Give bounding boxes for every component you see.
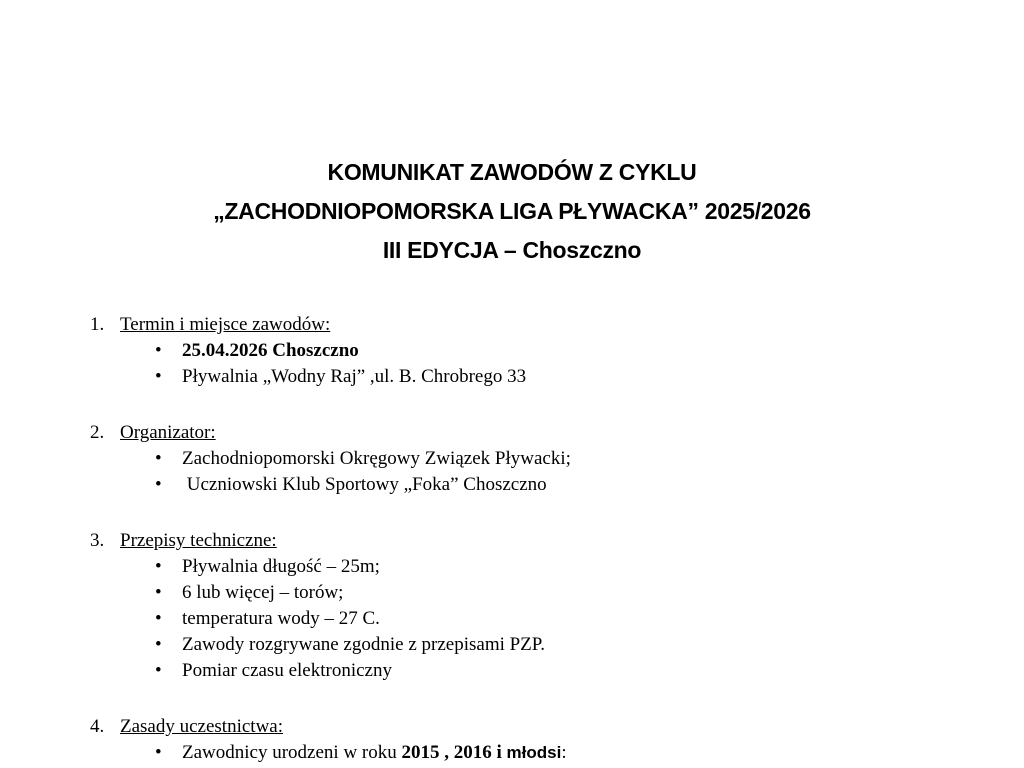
section-heading-row (0, 714, 1024, 740)
section-number: 2. (90, 422, 105, 443)
section-heading-row (0, 420, 1024, 446)
bullet-icon: • (155, 582, 162, 603)
list-item-text-prefix: Zawodnicy urodzeni w roku (182, 742, 402, 763)
bullet-icon: • (155, 556, 162, 577)
list-item-text: Zawody rozgrywane zgodnie z przepisami PZP. (182, 634, 546, 655)
list-item-text: temperatura wody – 27 C. (182, 608, 380, 629)
list-item (0, 338, 1024, 364)
list-item-text: 25.04.2026 Choszczno (182, 340, 359, 361)
document-body (0, 312, 1024, 766)
section-number: 3. (90, 530, 105, 551)
title-line-2: „ZACHODNIOPOMORSKA LIGA PŁYWACKA” 2025/2026 (213, 198, 811, 224)
bullet-icon: • (155, 634, 162, 655)
bullet-icon: • (155, 340, 162, 361)
list-item (0, 364, 1024, 390)
section-number: 4. (90, 716, 105, 737)
list-item-text-colon: : (561, 742, 567, 763)
list-item-text: Pływalnia długość – 25m; (182, 556, 380, 577)
list-item (0, 472, 1024, 498)
list-item-text: 6 lub więcej – torów; (182, 582, 344, 603)
section-heading: Termin i miejsce zawodów: (120, 314, 331, 335)
bullet-icon: • (155, 742, 162, 763)
bullet-icon: • (155, 608, 162, 629)
list-item (0, 580, 1024, 606)
list-item-text-years: 2015 , 2016 i (401, 742, 507, 763)
list-item (0, 606, 1024, 632)
list-item (0, 740, 1024, 766)
bullet-icon: • (155, 474, 162, 495)
section-heading: Zasady uczestnictwa: (120, 716, 284, 737)
list-item-text-mlodsi: młodsi (506, 743, 562, 762)
document-title (0, 153, 1024, 270)
bullet-icon: • (155, 660, 162, 681)
list-item (0, 554, 1024, 580)
section-termin-i-miejsce (0, 312, 1024, 390)
section-heading-row (0, 528, 1024, 554)
list-item-text: Uczniowski Klub Sportowy „Foka” Choszczno (182, 474, 547, 495)
section-organizator (0, 420, 1024, 498)
list-item-text: Pomiar czasu elektroniczny (182, 660, 392, 681)
list-item (0, 446, 1024, 472)
section-przepisy-techniczne (0, 528, 1024, 684)
section-heading: Organizator: (120, 422, 216, 443)
bullet-icon: • (155, 366, 162, 387)
list-item (0, 632, 1024, 658)
list-item-text: Pływalnia „Wodny Raj” ,ul. B. Chrobrego 33 (182, 366, 527, 387)
section-heading: Przepisy techniczne: (120, 530, 277, 551)
bullet-icon: • (155, 448, 162, 469)
title-line-1: KOMUNIKAT ZAWODÓW Z CYKLU (327, 159, 697, 185)
list-item-text: Zachodniopomorski Okręgowy Związek Pływacki; (182, 448, 571, 469)
title-line-3: III EDYCJA – Choszczno (382, 237, 642, 263)
list-item (0, 658, 1024, 684)
section-heading-row (0, 312, 1024, 338)
section-zasady-uczestnictwa (0, 714, 1024, 766)
section-number: 1. (90, 314, 105, 335)
